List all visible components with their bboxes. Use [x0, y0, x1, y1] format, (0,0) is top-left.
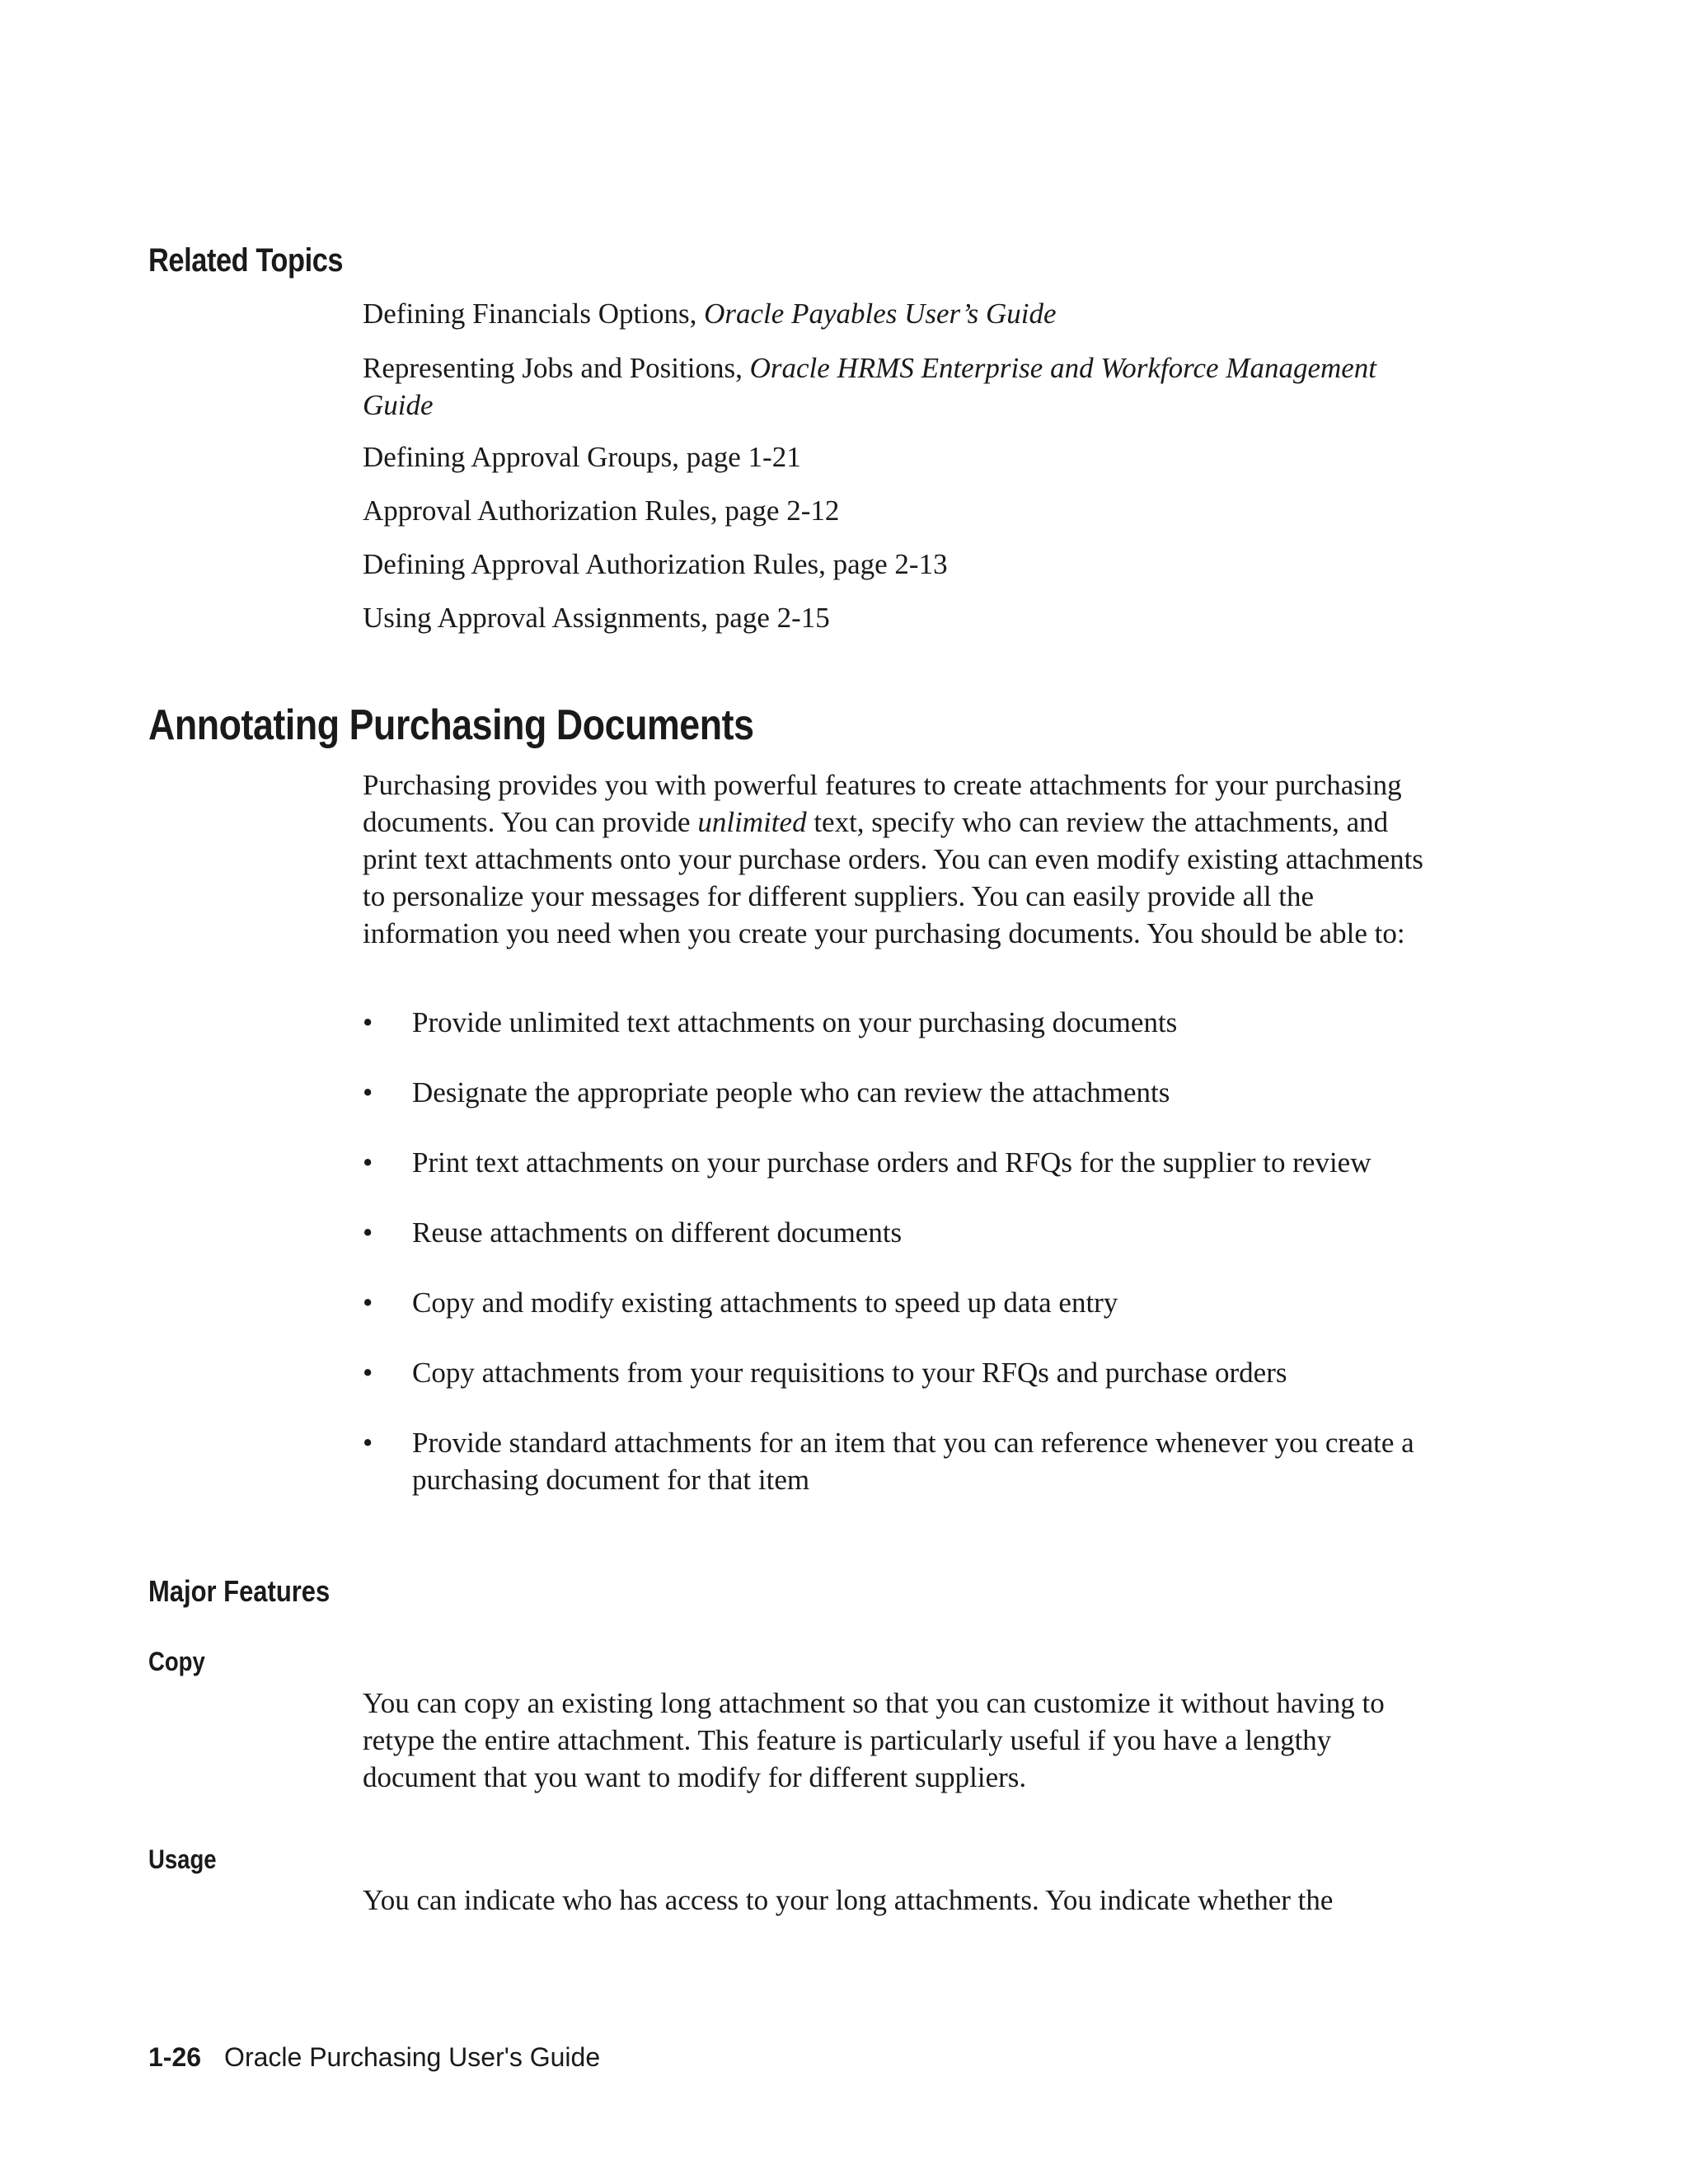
page-footer [148, 2042, 600, 2073]
related-topic-item[interactable]: Using Approval Assignments, page 2-15 [363, 602, 830, 634]
bullet-icon: • [363, 1006, 373, 1038]
list-item: • Copy and modify existing attachments to speed up data entry [363, 1284, 1451, 1321]
list-item: • Provide unlimited text attachments on your purchasing documents [363, 1004, 1451, 1041]
feature-bullet-list [363, 1004, 1451, 1531]
list-item: • Copy attachments from your requisitions to your RFQs and purchase orders [363, 1354, 1451, 1391]
related-topic-item[interactable]: Approval Authorization Rules, page 2-12 [363, 494, 840, 527]
list-item: • Print text attachments on your purchase orders and RFQs for the supplier to review [363, 1144, 1451, 1181]
bullet-icon: • [363, 1286, 373, 1319]
bullet-icon: • [363, 1427, 373, 1459]
copy-heading: Copy [148, 1647, 205, 1676]
copy-paragraph: You can copy an existing long attachment so that you can customize it without having to retype the entire attachment. This feature is particularly useful if you have a lengthy document that you want to modify for different suppliers. [363, 1687, 1385, 1793]
related-topic-item[interactable]: Defining Approval Authorization Rules, page 2-13 [363, 548, 948, 580]
related-topic-item[interactable]: Defining Financials Options, Oracle Payables User’s Guide [363, 298, 1057, 330]
list-item: • Provide standard attachments for an item that you can reference whenever you create a purchasing document for that item [363, 1424, 1418, 1498]
section-title: Annotating Purchasing Documents [148, 701, 754, 749]
bullet-icon: • [363, 1216, 373, 1249]
intro-paragraph: Purchasing provides you with powerful features to create attachments for your purchasing documents. You can provide unlimited text, specify who can review the attachments, and print text attachments onto your purchase orders. You can even modify existing attachments to personalize your messages for different suppliers. You can easily provide all the information you need when you create your purchasing documents. You should be able to: [363, 769, 1423, 949]
usage-heading: Usage [148, 1844, 217, 1874]
book-title: Oracle Purchasing User's Guide [224, 2042, 601, 2072]
list-item: • Designate the appropriate people who can review the attachments [363, 1074, 1451, 1111]
page-number: 1-26 [148, 2042, 202, 2072]
list-item: • Reuse attachments on different documents [363, 1214, 1451, 1251]
related-topics-heading: Related Topics [148, 242, 344, 279]
bullet-icon: • [363, 1076, 373, 1108]
major-features-heading: Major Features [148, 1574, 331, 1608]
bullet-icon: • [363, 1146, 373, 1179]
usage-paragraph: You can indicate who has access to your long attachments. You indicate whether the [363, 1884, 1334, 1916]
related-topic-item[interactable]: Representing Jobs and Positions, Oracle HRMS Enterprise and Workforce Management Guide [363, 352, 1377, 421]
bullet-icon: • [363, 1357, 373, 1389]
related-topic-item[interactable]: Defining Approval Groups, page 1-21 [363, 441, 801, 473]
